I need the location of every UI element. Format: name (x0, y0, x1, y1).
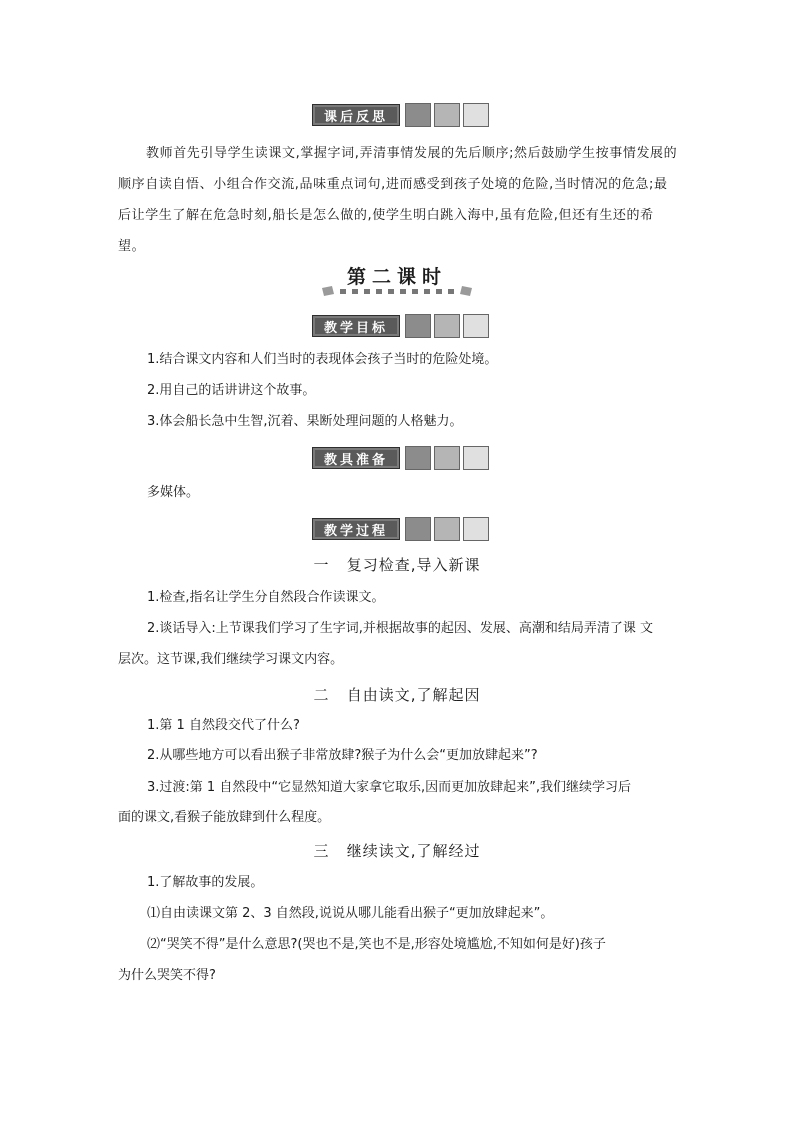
reflection-banner (312, 104, 489, 126)
banner-block (434, 517, 460, 541)
process-item: 3.过渡:第 1 自然段中“它显然知道大家拿它取乐,因而更加放肆起来”,我们继续学习后 (147, 780, 632, 795)
banner-label: 教学过程 (312, 518, 400, 540)
process-item-continuation: 层次。这节课,我们继续学习课文内容。 (118, 652, 344, 667)
process-item: 2.谈话导入:上节课我们学习了生字词,并根据故事的起因、发展、高潮和结局弄清了课 文 (147, 621, 654, 636)
process-banner (312, 518, 489, 540)
lesson-title-decoration (322, 286, 474, 296)
banner-block (405, 103, 431, 127)
section-heading: 二 自由读文,了解起因 (313, 686, 481, 704)
banner-label: 教学目标 (312, 315, 400, 337)
process-item: 1.检查,指名让学生分自然段合作读课文。 (147, 590, 385, 605)
lesson-title: 第二课时 (346, 266, 447, 288)
process-subitem: ⑴自由读课文第 2、3 自然段,说说从哪儿能看出猴子“更加放肆起来”。 (147, 906, 554, 921)
section-heading: 三 继续读文,了解经过 (313, 842, 481, 860)
process-item-continuation: 面的课文,看猴子能放肆到什么程度。 (118, 810, 331, 825)
objectives-banner (312, 315, 489, 337)
banner-label: 课后反思 (312, 104, 400, 126)
reflection-paragraph: 教师首先引导学生读课文,掌握字词,弄清事情发展的先后顺序;然后鼓励学生按事情发展的顺序自读自悟、小组合作交流,品味重点词句,进而感受到孩子处境的危险,当时情况的危急;最后让学生了解在危急时刻,船长是怎么做的,使学生明白跳入海中,虽有危险,但还有生还的希望。 (118, 146, 678, 254)
banner-block (463, 103, 489, 127)
process-item: 2.从哪些地方可以看出猴子非常放肆?猴子为什么会“更加放肆起来”? (147, 748, 538, 763)
banner-block (405, 314, 431, 338)
banner-block (434, 103, 460, 127)
banner-block (463, 446, 489, 470)
process-subitem: ⑵“哭笑不得”是什么意思?(哭也不是,笑也不是,形容处境尴尬,不知如何是好)孩子 (147, 937, 606, 952)
banner-block (463, 314, 489, 338)
process-subitem-continuation: 为什么哭笑不得? (118, 968, 216, 983)
banner-block (405, 446, 431, 470)
banner-block (405, 517, 431, 541)
banner-block (434, 446, 460, 470)
banner-label: 教具准备 (312, 447, 400, 469)
objective-item: 2.用自己的话讲讲这个故事。 (147, 383, 316, 398)
process-item: 1.了解故事的发展。 (147, 875, 264, 890)
materials-text: 多媒体。 (147, 485, 200, 500)
banner-block (463, 517, 489, 541)
process-item: 1.第 1 自然段交代了什么? (147, 718, 300, 733)
section-heading: 一 复习检查,导入新课 (313, 556, 481, 574)
banner-block (434, 314, 460, 338)
objective-item: 3.体会船长急中生智,沉着、果断处理问题的人格魅力。 (147, 414, 463, 429)
materials-banner (312, 447, 489, 469)
objective-item: 1.结合课文内容和人们当时的表现体会孩子当时的危险处境。 (147, 352, 498, 367)
